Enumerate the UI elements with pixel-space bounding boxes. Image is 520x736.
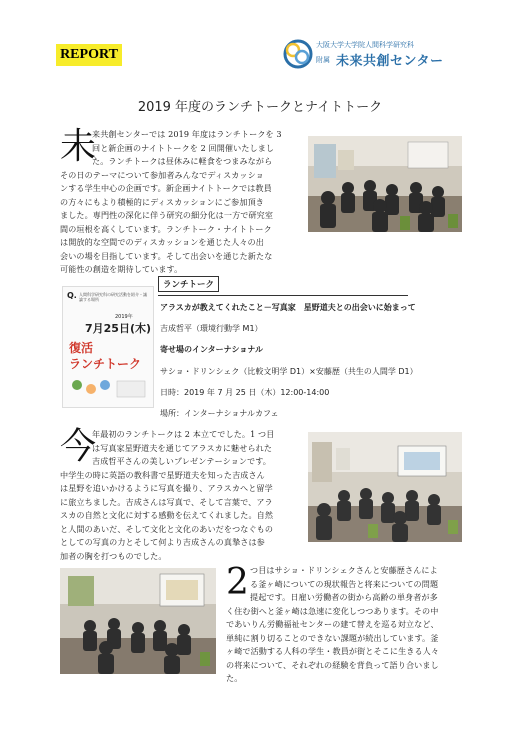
- photo-lunch-talk-audience: [308, 136, 462, 232]
- intro-line: 来共創センターでは 2019 年度はランチトークを 3: [92, 129, 282, 139]
- poster-q-label: Q.: [67, 291, 77, 300]
- page-title: 2019 年度のランチトークとナイトトーク: [137, 100, 383, 115]
- photo-discussion-group: [60, 568, 216, 674]
- talk2-line: ヶ崎で活動する人科の学生・教員が街とそこに生きる人々: [226, 646, 440, 656]
- talk2-line: 提起です。日雇い労働者の街から高齢の単身者が多: [250, 592, 438, 602]
- event-poster: [62, 286, 154, 408]
- talk1-line: は星野を追いかけるように写真を撮り、アラスカへと留学: [60, 483, 273, 493]
- talk2-line: であいりん労働福祉センターの建て替えを巡る対立など、: [226, 619, 439, 629]
- intro-dropcap: 未: [60, 126, 97, 167]
- talk2-line: た。: [226, 673, 243, 683]
- logo-center-name: 未来共創センター: [336, 54, 444, 69]
- talk2-line: 単純に割り切ることのできない課題が続出しています。釜: [226, 632, 439, 643]
- talk2-speaker: サショ・ドリンシェク（比較文明学 D1）×安藤歴（共生の人間学 D1）: [160, 367, 418, 376]
- talk2-line: く住む街へと釜ヶ崎は急速に変化しつつあります。その中: [226, 605, 439, 616]
- talk2-title: 寄せ場のインターナショナル: [160, 345, 263, 354]
- talk2-line: つ目はサショ・ドリンシェクさんと安藤歴さんによ: [250, 565, 438, 575]
- report-badge: REPORT: [56, 44, 122, 66]
- talk1-line: 吉成哲平さんの美しいプレゼンテーションです。: [92, 456, 271, 466]
- intro-line: の方々にもより積極的にディスカッションにご参加頂き: [60, 196, 264, 207]
- center-logo-icon: [282, 38, 314, 70]
- talk1-dropcap: 今: [60, 426, 97, 467]
- logo-university-text: 大阪大学大学院人間科学研究科: [316, 41, 414, 49]
- lunch-talk-label: ランチトーク: [158, 276, 219, 292]
- talk1-line: 年最初のランチトークは 2 本立てでした。1 つ目: [92, 429, 275, 439]
- intro-line: 会いの場を目指しています。そして出会いを通じた新たな: [60, 250, 273, 261]
- logo-prefix-text: 附属: [316, 56, 330, 64]
- intro-line: は開放的な空間でのディスカッションを通じた人々の出: [60, 237, 264, 247]
- talk2-paragraph: [226, 564, 472, 686]
- poster-illustration: [67, 375, 149, 403]
- intro-paragraph: [60, 128, 300, 277]
- talk1-paragraph: [60, 428, 304, 563]
- intro-line: ンする学生中心の企画です。新企画ナイトトークでは教員: [60, 183, 272, 193]
- poster-date: 7月25日(木): [85, 322, 152, 335]
- poster-year: 2019年: [115, 314, 133, 320]
- talk2-dropcap: 2: [226, 562, 249, 603]
- photo-presentation-room: [308, 432, 462, 542]
- talk1-line: 中学生の時に英語の教科書で星野道夫を知った吉成さん: [60, 469, 265, 480]
- lunch-talk-divider: [158, 295, 408, 296]
- center-logo: [282, 38, 472, 72]
- intro-line: 可能性の創造を期待しています。: [60, 264, 183, 274]
- talk1-line: と人間のあいだ、そして文化と文化のあいだをつなぐもの: [60, 523, 274, 534]
- talk1-line: に旅立ちました。吉成さんは写真で、そして言葉で、アラ: [60, 496, 273, 507]
- talk2-line: の将来について、それぞれの経験を背負って語り合いまし: [226, 659, 439, 670]
- poster-title-lunch-talk: ランチトーク: [69, 357, 142, 371]
- talk1-speaker: 吉成哲平（環境行動学 M1）: [160, 324, 263, 333]
- intro-line: 回と新企画のナイトトークを 2 回開催いたしまし: [92, 142, 275, 153]
- talk1-line: 加者の胸を打つものでした。: [60, 550, 167, 561]
- talk1-line: は写真家星野道夫を通じてアラスカに魅せられた: [92, 442, 273, 453]
- talk1-title: アラスカが教えてくれたこと－写真家 星野道夫との出会いに始まって: [160, 303, 416, 312]
- intro-line: ました。専門性の深化に伴う研究の細分化は一方で研究室: [60, 210, 274, 220]
- intro-line: た。ランチトークは昼休みに軽食をつまみながら: [92, 156, 273, 166]
- talk1-line: スカの自然と文化に対する感動を伝えてくれました。自然: [60, 510, 274, 520]
- poster-title-revival: 復活: [69, 341, 94, 355]
- talk2-line: る釜ヶ崎についての現状報告と将来についての問題: [250, 578, 439, 589]
- talk1-line: としての写真の力とそして何より吉成さんの真摯さは参: [60, 537, 265, 547]
- poster-small-text: 人間科学研究科の研究活動を紹介・議論する場所: [79, 292, 147, 302]
- event-venue: 場所：インターナショナルカフェ: [160, 409, 279, 418]
- intro-line: その日のテーマについて参加者みんなでディスカッショ: [60, 169, 264, 180]
- intro-line: 間の垣根を高くしています。ランチトーク・ナイトトーク: [60, 223, 272, 234]
- event-datetime: 日時：2019 年 7 月 25 日（木）12:00-14:00: [160, 388, 330, 397]
